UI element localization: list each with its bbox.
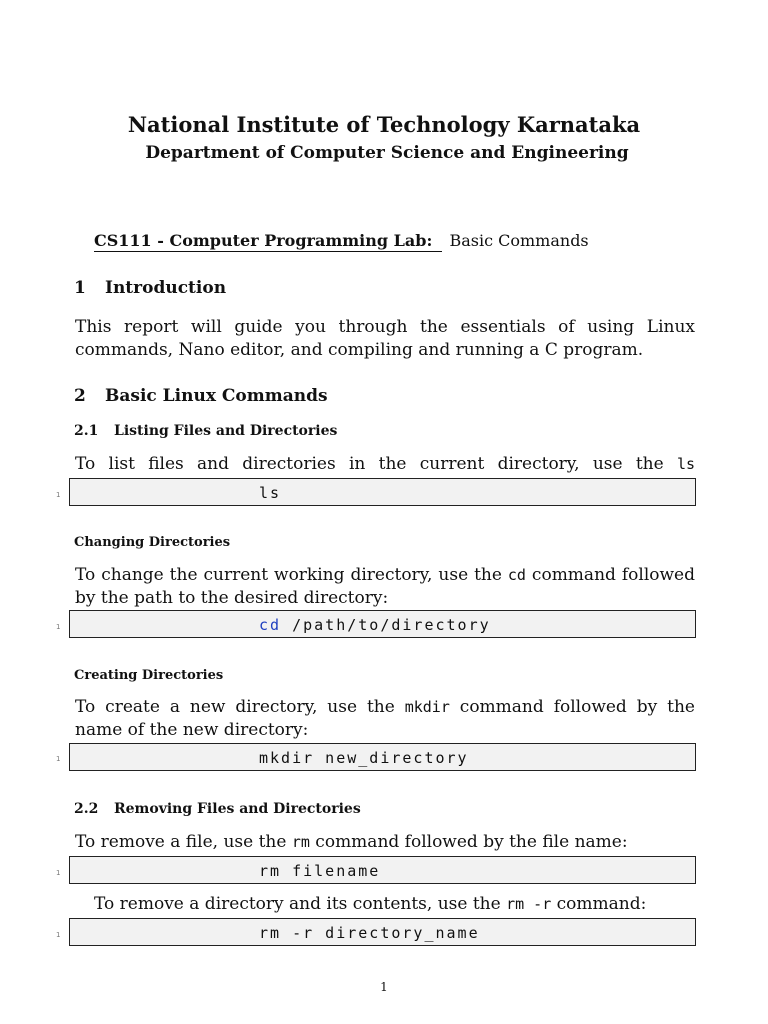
text-fragment: To list files and directories in the current directory, use the [75, 454, 677, 474]
section-number: 2 [74, 386, 86, 406]
paragraph-heading-changing: Changing Directories [74, 535, 231, 550]
department-name: Department of Computer Science and Engineering [145, 143, 629, 163]
code-line-number: 1 [56, 623, 61, 631]
text-fragment: command followed by the path to the desired directory: [75, 565, 695, 608]
subsection-title: Removing Files and Directories [114, 801, 361, 817]
code-block-rm-r [69, 918, 696, 946]
subsection-heading-removing [74, 801, 361, 817]
code-line-number: 1 [56, 755, 61, 763]
page-number: 1 [380, 980, 388, 994]
code-text: rm filename [259, 862, 381, 880]
subsection-title: Listing Files and Directories [114, 423, 338, 439]
lab-title: CS111 - Computer Programming Lab: [94, 231, 442, 252]
code-line-number: 1 [56, 491, 61, 499]
code-block-ls [69, 478, 696, 506]
subsection-number: 2.1 [74, 423, 99, 439]
lab-subtitle: Basic Commands [449, 231, 589, 250]
section-heading-basic-linux-commands [74, 386, 328, 406]
text-fragment: To change the current working directory, use the [75, 565, 508, 585]
inline-code: rm -r [506, 895, 552, 913]
subsection-heading-listing [74, 423, 337, 439]
code-text: mkdir new_directory [259, 749, 469, 767]
code-block-rm [69, 856, 696, 884]
code-block-cd [69, 610, 696, 638]
inline-code: mkdir [404, 698, 450, 716]
code-text: rm -r directory_name [259, 924, 480, 942]
remove-file-paragraph [75, 831, 695, 854]
changing-paragraph [75, 564, 695, 610]
code-keyword: cd [259, 616, 282, 634]
section-title: Basic Linux Commands [105, 386, 328, 406]
text-fragment: command: [551, 894, 647, 914]
remove-directory-paragraph [94, 893, 694, 916]
section-number: 1 [74, 278, 86, 298]
institute-name: National Institute of Technology Karnataka [127, 112, 641, 137]
code-line-number: 1 [56, 869, 61, 877]
text-fragment: To create a new directory, use the [75, 697, 405, 717]
subsection-number: 2.2 [74, 801, 99, 817]
text-fragment: To remove a directory and its contents, use the [94, 894, 507, 914]
code-text: ls [259, 484, 282, 502]
text-fragment: command followed by the name of the new directory: [75, 697, 695, 740]
paragraph-heading-creating: Creating Directories [74, 668, 224, 683]
inline-code: ls [676, 455, 695, 473]
text-fragment: command followed by the file name: [309, 832, 628, 852]
code-line-number: 1 [56, 931, 61, 939]
code-block-mkdir [69, 743, 696, 771]
creating-paragraph [75, 696, 695, 742]
inline-code: rm [291, 833, 310, 851]
section-title: Introduction [105, 278, 227, 298]
text-fragment: To remove a file, use the [75, 832, 292, 852]
inline-code: cd [507, 566, 526, 584]
section-heading-introduction [74, 278, 226, 298]
intro-paragraph: This report will guide you through the essentials of using Linux commands, Nano editor, and compiling and running a C program. [75, 317, 695, 360]
code-text [259, 616, 491, 634]
lab-title-line [94, 231, 589, 250]
code-argument: /path/to/directory [281, 616, 491, 634]
